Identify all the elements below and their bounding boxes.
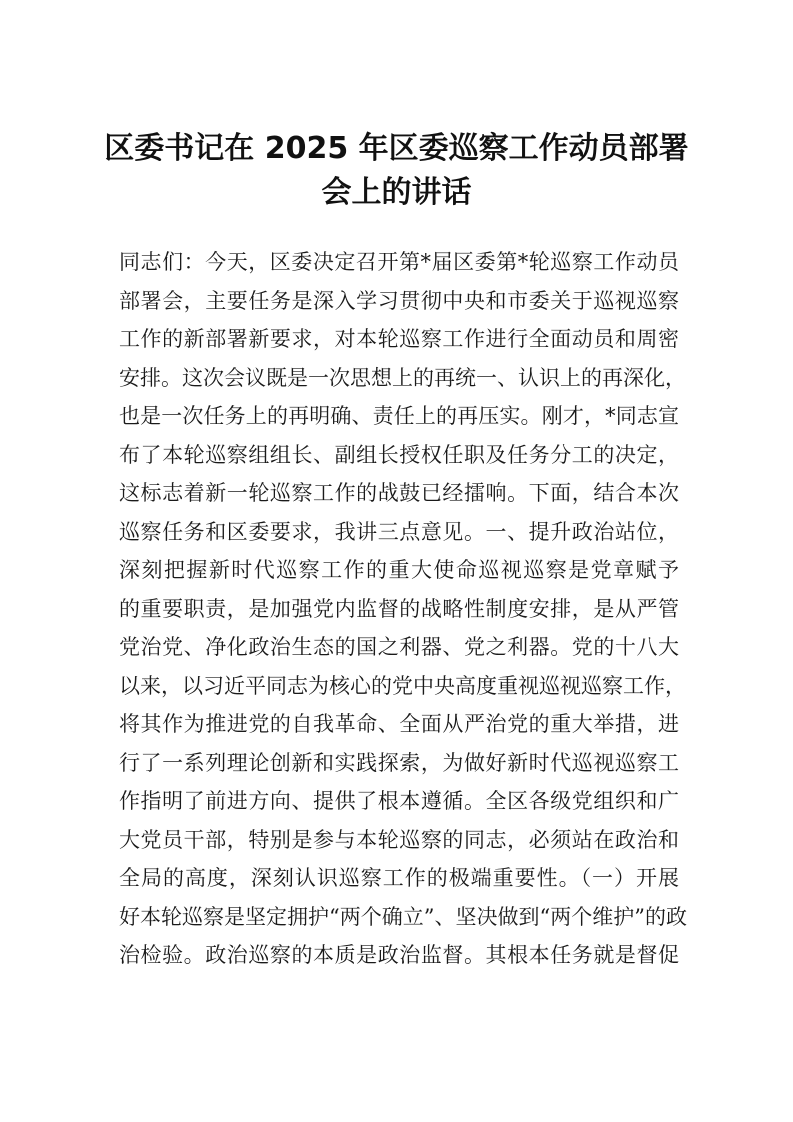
body-line: 作指明了前进方向、提供了根本遵循。全区各级党组织和广 bbox=[119, 789, 679, 813]
body-line: 这标志着新一轮巡察工作的战鼓已经擂响。下面，结合本次 bbox=[119, 481, 679, 505]
body-line: 大党员干部，特别是参与本轮巡察的同志，必须站在政治和 bbox=[119, 827, 679, 852]
body-line: 安排。这次会议既是一次思想上的再统一、认识上的再深化， bbox=[119, 365, 686, 390]
body-line: 治检验。政治巡察的本质是政治监督。其根本任务就是督促 bbox=[119, 943, 679, 967]
body-line: 深刻把握新时代巡察工作的重大使命巡视巡察是党章赋予 bbox=[119, 558, 679, 582]
body-line: 同志们：今天，区委决定召开第*届区委第*轮巡察工作动员 bbox=[119, 250, 679, 274]
body-line: 好本轮巡察是坚定拥护“两个确立”、坚决做到“两个维护”的政 bbox=[119, 904, 687, 929]
document-title-line-2: 会上的讲话 bbox=[321, 175, 472, 210]
body-line: 行了一系列理论创新和实践探索，为做好新时代巡视巡察工 bbox=[119, 750, 679, 775]
body-line: 部署会，主要任务是深入学习贯彻中央和市委关于巡视巡察 bbox=[119, 288, 679, 313]
body-line: 党治党、净化政治生态的国之利器、党之利器。党的十八大 bbox=[119, 635, 679, 659]
body-line: 将其作为推进党的自我革命、全面从严治党的重大举措，进 bbox=[119, 712, 679, 736]
body-line: 以来，以习近平同志为核心的党中央高度重视巡视巡察工作， bbox=[119, 673, 686, 698]
body-line: 也是一次任务上的再明确、责任上的再压实。刚才，*同志宣 bbox=[119, 404, 679, 428]
body-line: 全局的高度，深刻认识巡察工作的极端重要性。（一）开展 bbox=[119, 866, 679, 890]
body-line: 布了本轮巡察组组长、副组长授权任职及任务分工的决定， bbox=[119, 442, 679, 467]
body-line: 工作的新部署新要求，对本轮巡察工作进行全面动员和周密 bbox=[119, 327, 679, 351]
document-title-line-1: 区委书记在 2025 年区委巡察工作动员部署 bbox=[104, 131, 689, 166]
document-body bbox=[119, 243, 687, 975]
body-line: 巡察任务和区委要求，我讲三点意见。一、提升政治站位， bbox=[119, 519, 679, 544]
body-line: 的重要职责，是加强党内监督的战略性制度安排，是从严管 bbox=[119, 596, 679, 621]
